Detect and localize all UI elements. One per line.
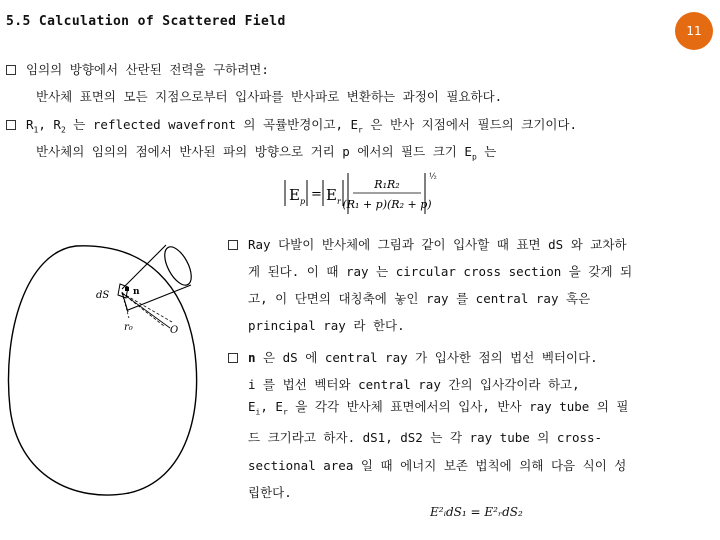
er-symbol: , E [260,399,283,414]
eq1-ep: E [289,186,300,204]
bullet-1-text: 임의의 방향에서 산란된 전력을 구하려면: [26,62,269,77]
bullet-4-line-4: 드 크기라고 하자. dS1, dS2 는 각 ray tube 의 cross- [248,430,603,445]
bullet-4-line-5: sectional area 일 때 에너지 보존 법칙에 의해 다음 식이 성 [248,458,627,473]
eq1-ep-sub: p [300,197,306,206]
bullet-4-line-6: 립한다. [248,485,292,500]
er-subscript: r [282,407,288,417]
bullet-2-tail: 은 반사 지점에서 필드의 크기이다. [362,117,578,132]
ei-symbol: E [248,399,256,414]
ray-tube-cross-section [159,243,196,289]
bullet-box-icon [6,120,16,130]
figure-label-ds: dS [96,290,110,301]
bullet-3-line-2: 게 된다. 이 때 ray 는 circular cross section 을 갖게 되 [248,264,633,279]
ep-subscript: p [471,152,477,162]
bullet-3-line-3: 고, 이 단면의 대칭축에 놓인 ray 를 central ray 혹은 [248,291,591,306]
slide-title: 5.5 Calculation of Scattered Field [6,14,286,29]
er-subscript: r [358,125,363,135]
bullet-4-line-3 [248,397,629,417]
bullet-3 [228,235,627,253]
r1-symbol: R [26,117,34,132]
bullet-1 [6,60,269,78]
figure-label-o: O [170,325,179,336]
figure-label-n: n [133,287,140,297]
bullet-box-icon [6,65,16,75]
r2-subscript: 2 [60,125,66,135]
bullet-3-line-4: principal ray 라 한다. [248,318,405,333]
bullet-1-continuation: 반사체 표면의 모든 지점으로부터 입사파를 반사파로 변환하는 과정이 필요하다. [36,89,503,104]
bullet-2-text: 는 reflected wavefront 의 곡률반경이고, E [65,117,359,132]
field-magnitude-equation [283,170,463,220]
page-number-badge: 11 [675,12,713,50]
r1-subscript: 1 [33,125,39,135]
bullet-2-continuation [36,142,496,162]
normal-arrow-head-icon [125,287,129,291]
eq1-exponent: ½ [429,172,437,181]
bullet-box-icon [228,240,238,250]
svg-text:=: = [311,187,322,202]
ei-subscript: i [255,407,261,417]
figure-label-r0: r₀ [124,322,133,333]
bullet-4-line-2: i 를 법선 벡터와 central ray 간의 입사각이라 하고, [248,377,580,392]
eq1-er: E [326,186,337,204]
reflector-outline [8,246,196,495]
r2-symbol: , R [38,117,61,132]
bullet-2-cont-tail: 는 [476,144,497,159]
eq1-denominator: (R₁ + p)(R₂ + p) [342,198,432,211]
normal-vector-symbol: n [248,350,256,365]
bullet-3-line-1: Ray 다발이 반사체에 그림과 같이 입사할 때 표면 dS 와 교차하 [248,237,627,252]
eq1-er-sub: r [337,197,341,206]
energy-conservation-equation: E²ᵢdS₁ = E²ᵣdS₂ [430,505,523,519]
bullet-box-icon [228,353,238,363]
bullet-2-cont-text: 반사체의 임의의 점에서 반사된 파의 방향으로 거리 p 에서의 필드 크기 E [36,144,472,159]
reflector-figure [4,238,209,513]
bullet-4-line-3-text: 을 각각 반사체 표면에서의 입사, 반사 ray tube 의 필 [287,399,629,414]
bullet-4 [228,348,598,366]
bullet-2 [6,115,577,135]
bullet-4-line-1: 은 dS 에 central ray 가 입사한 점의 법선 벡터이다. [255,350,598,365]
eq1-numerator: R₁R₂ [374,178,400,191]
